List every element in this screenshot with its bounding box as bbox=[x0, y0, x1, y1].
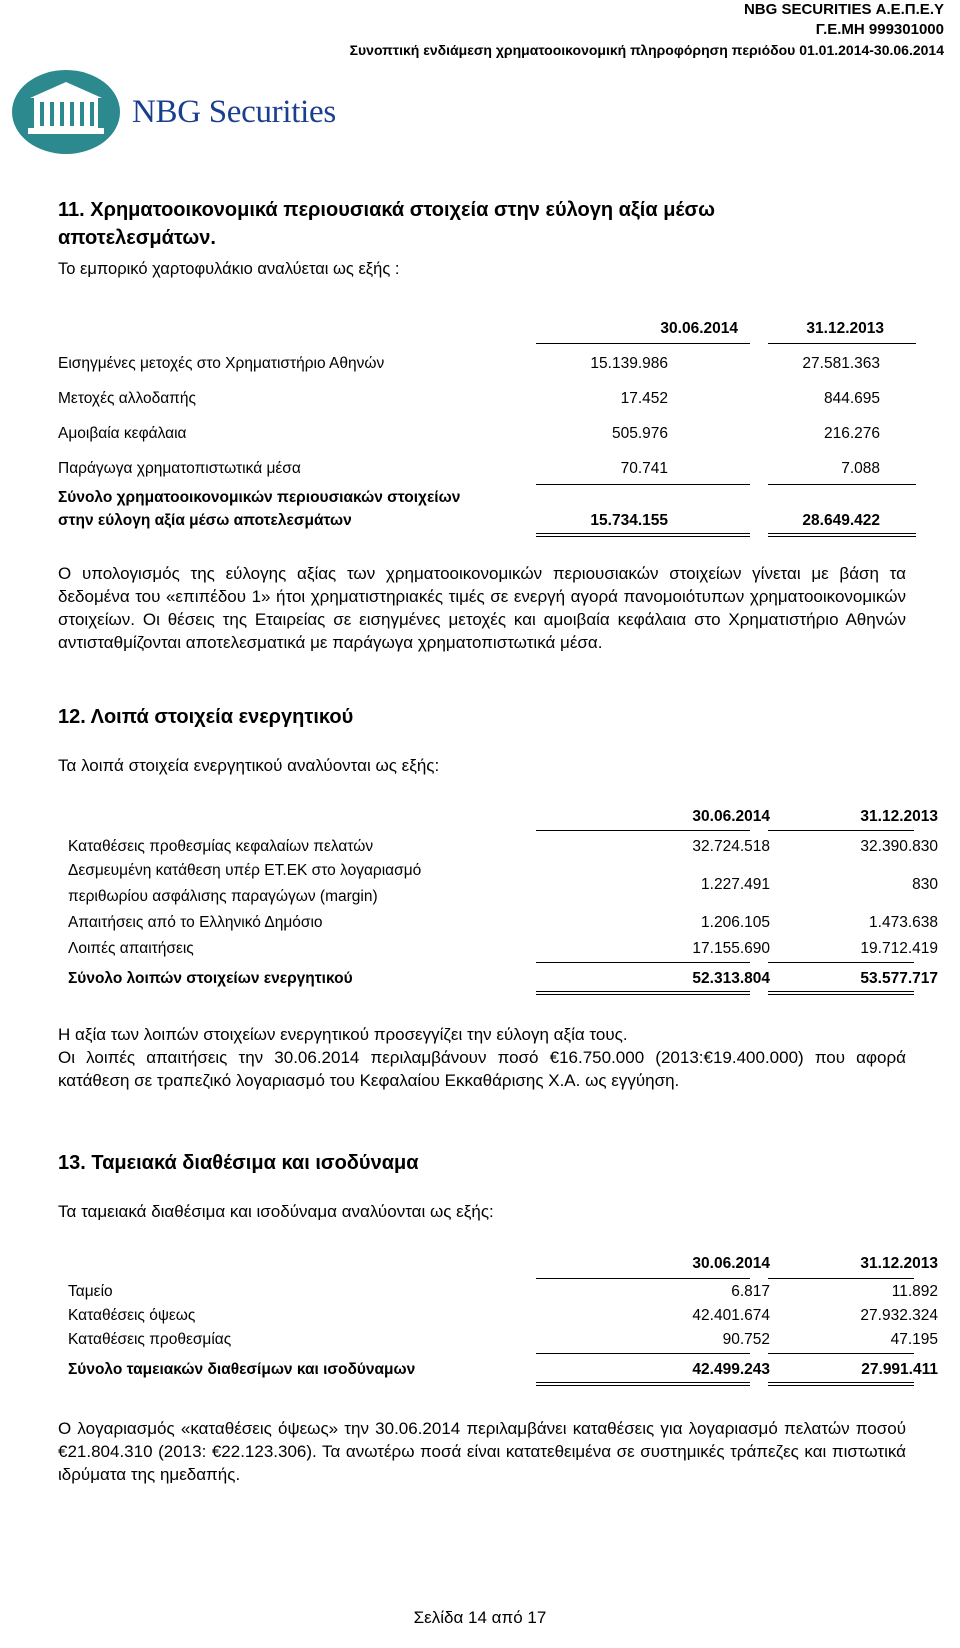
total-label-line2: στην εύλογη αξία μέσω αποτελεσμάτων bbox=[58, 512, 352, 529]
section-13-title: 13. Ταμειακά διαθέσιμα και ισοδύναμα bbox=[58, 1152, 419, 1174]
header-company: NBG SECURITIES Α.Ε.Π.Ε.Υ bbox=[743, 1, 944, 18]
section-13-paragraph: Ο λογαριασμός «καταθέσεις όψεως» την 30.06.2014 περιλαμβάνει καταθέσεις για λογαριασμό πελατών ποσού €21.804.310 (2013: €22.123.306). Τα ανωτέρω ποσά είναι κατατεθειμένα σε συστημικές τράπεζες και πιστωτικά ιδρύματα της ημεδαπής. bbox=[58, 1419, 906, 1484]
total-label: Σύνολο λοιπών στοιχείων ενεργητικού bbox=[68, 970, 353, 987]
total-value-2014: 42.499.243 bbox=[692, 1361, 770, 1378]
section-11-title: 11. Χρηματοοικονομικά περιουσιακά στοιχεία στην εύλογη αξία μέσω αποτελεσμάτων. bbox=[58, 199, 716, 249]
row-value-2013: 27.932.324 bbox=[860, 1307, 938, 1324]
row-label: Καταθέσεις προθεσμίας κεφαλαίων πελατών bbox=[68, 838, 374, 855]
page-number: Σελίδα 14 από 17 bbox=[413, 1608, 547, 1627]
total-value-2013: 27.991.411 bbox=[861, 1361, 938, 1378]
subtotal-line-1 bbox=[536, 1353, 750, 1354]
header-underline-1 bbox=[536, 1278, 750, 1279]
row-value-2013: 47.195 bbox=[890, 1331, 938, 1348]
row-label-line2: περιθωρίου ασφάλισης παραγώγων (margin) bbox=[68, 888, 378, 905]
row-label: Λοιπές απαιτήσεις bbox=[68, 940, 194, 957]
row-value-2014: 32.724.518 bbox=[692, 838, 770, 855]
row-value-2014: 15.139.986 bbox=[590, 355, 668, 372]
column-header-2013: 31.12.2013 bbox=[806, 320, 884, 337]
row-value-2014: 505.976 bbox=[611, 425, 668, 442]
section-12-title: 12. Λοιπά στοιχεία ενεργητικού bbox=[58, 706, 354, 728]
section-12-note-1: Η αξία των λοιπών στοιχείων ενεργητικού προσεγγίζει την εύλογη αξία τους. bbox=[58, 1025, 628, 1044]
column-header-2013: 31.12.2013 bbox=[860, 1255, 938, 1272]
total-value-2013: 28.649.422 bbox=[802, 512, 880, 529]
row-value-2013: 830 bbox=[912, 876, 938, 893]
row-value-2013: 844.695 bbox=[823, 390, 880, 407]
logo-text: NBG Securities bbox=[132, 93, 336, 130]
row-label: Παράγωγα χρηματοπιστωτικά μέσα bbox=[58, 460, 301, 477]
total-value-2014: 15.734.155 bbox=[590, 512, 668, 529]
column-header-2014: 30.06.2014 bbox=[692, 808, 770, 825]
row-value-2014: 17.452 bbox=[620, 390, 668, 407]
row-value-2014: 17.155.690 bbox=[692, 940, 770, 957]
row-label: Καταθέσεις προθεσμίας bbox=[68, 1331, 232, 1348]
total-value-2014: 52.313.804 bbox=[692, 970, 770, 987]
total-label: Σύνολο ταμειακών διαθεσίμων και ισοδύναμων bbox=[68, 1361, 416, 1378]
section-12-note-2: Οι λοιπές απαιτήσεις την 30.06.2014 περιλαμβάνουν ποσό €16.750.000 (2013:€19.400.000) που αφορά κατάθεση σε τραπεζικό λογαριασμό του Κεφαλαίου Εκκαθάρισης Χ.Α. ως εγγύηση. bbox=[58, 1048, 906, 1090]
row-label: Εισηγμένες μετοχές στο Χρηματιστήριο Αθηνών bbox=[58, 355, 385, 372]
row-label: Ταμείο bbox=[68, 1283, 113, 1300]
row-label: Αμοιβαία κεφάλαια bbox=[58, 425, 187, 442]
row-value-2013: 1.473.638 bbox=[869, 914, 938, 931]
row-value-2013: 32.390.830 bbox=[860, 838, 938, 855]
section-13-intro: Τα ταμειακά διαθέσιμα και ισοδύναμα αναλύονται ως εξής: bbox=[58, 1202, 494, 1221]
column-header-2013: 31.12.2013 bbox=[860, 808, 938, 825]
section-11-intro: Το εμπορικό χαρτοφυλάκιο αναλύεται ως εξής : bbox=[58, 260, 400, 278]
row-value-2013: 216.276 bbox=[823, 425, 880, 442]
header-registry: Γ.Ε.ΜΗ 999301000 bbox=[815, 21, 944, 38]
column-header-2014: 30.06.2014 bbox=[692, 1255, 770, 1272]
row-value-2014: 42.401.674 bbox=[692, 1307, 770, 1324]
row-value-2014: 6.817 bbox=[731, 1283, 770, 1300]
row-value-2013: 7.088 bbox=[841, 460, 880, 477]
row-label: Μετοχές αλλοδαπής bbox=[58, 390, 196, 407]
row-value-2014: 70.741 bbox=[620, 460, 668, 477]
section-11-paragraph: Ο υπολογισμός της εύλογης αξίας των χρηματοοικονομικών περιουσιακών στοιχείων γίνεται με βάση τα δεδομένα του «επιπέδου 1» ήτοι χρηματιστηριακές τιμές σε ενεργή αγορά πανομοιότυπων χρηματοοικονομικών στοιχείων. Οι θέσεις της Εταιρείας σε εισηγμένες μετοχές και αμοιβαία κεφάλαια στο Χρηματιστήριο Αθηνών αντισταθμίζονται αποτελεσματικά με παράγωγα χρηματοπιστωτικά μέσα. bbox=[58, 564, 906, 652]
row-value-2014: 1.206.105 bbox=[701, 914, 770, 931]
total-double-line-2 bbox=[768, 1382, 914, 1386]
section-12-intro: Τα λοιπά στοιχεία ενεργητικού αναλύονται ως εξής: bbox=[58, 756, 440, 775]
row-label-line1: Δεσμευμένη κατάθεση υπέρ ΕΤ.ΕΚ στο λογαριασμό bbox=[68, 862, 422, 879]
total-label-line1: Σύνολο χρηματοοικονομικών περιουσιακών στοιχείων bbox=[58, 489, 461, 506]
total-value-2013: 53.577.717 bbox=[860, 970, 938, 987]
row-value-2014: 1.227.491 bbox=[701, 876, 770, 893]
row-value-2013: 19.712.419 bbox=[860, 940, 938, 957]
header-period: Συνοπτική ενδιάμεση χρηματοοικονομική πληροφόρηση περιόδου 01.01.2014-30.06.2014 bbox=[349, 42, 944, 58]
total-double-line-1 bbox=[536, 1382, 750, 1386]
row-value-2013: 11.892 bbox=[891, 1283, 938, 1300]
row-value-2014: 90.752 bbox=[722, 1331, 770, 1348]
row-label: Απαιτήσεις από το Ελληνικό Δημόσιο bbox=[68, 914, 323, 931]
row-value-2013: 27.581.363 bbox=[802, 355, 880, 372]
header-underline-2 bbox=[768, 1278, 914, 1279]
column-header-2014: 30.06.2014 bbox=[660, 320, 738, 337]
subtotal-line-2 bbox=[768, 1353, 914, 1354]
row-label: Καταθέσεις όψεως bbox=[68, 1307, 196, 1324]
